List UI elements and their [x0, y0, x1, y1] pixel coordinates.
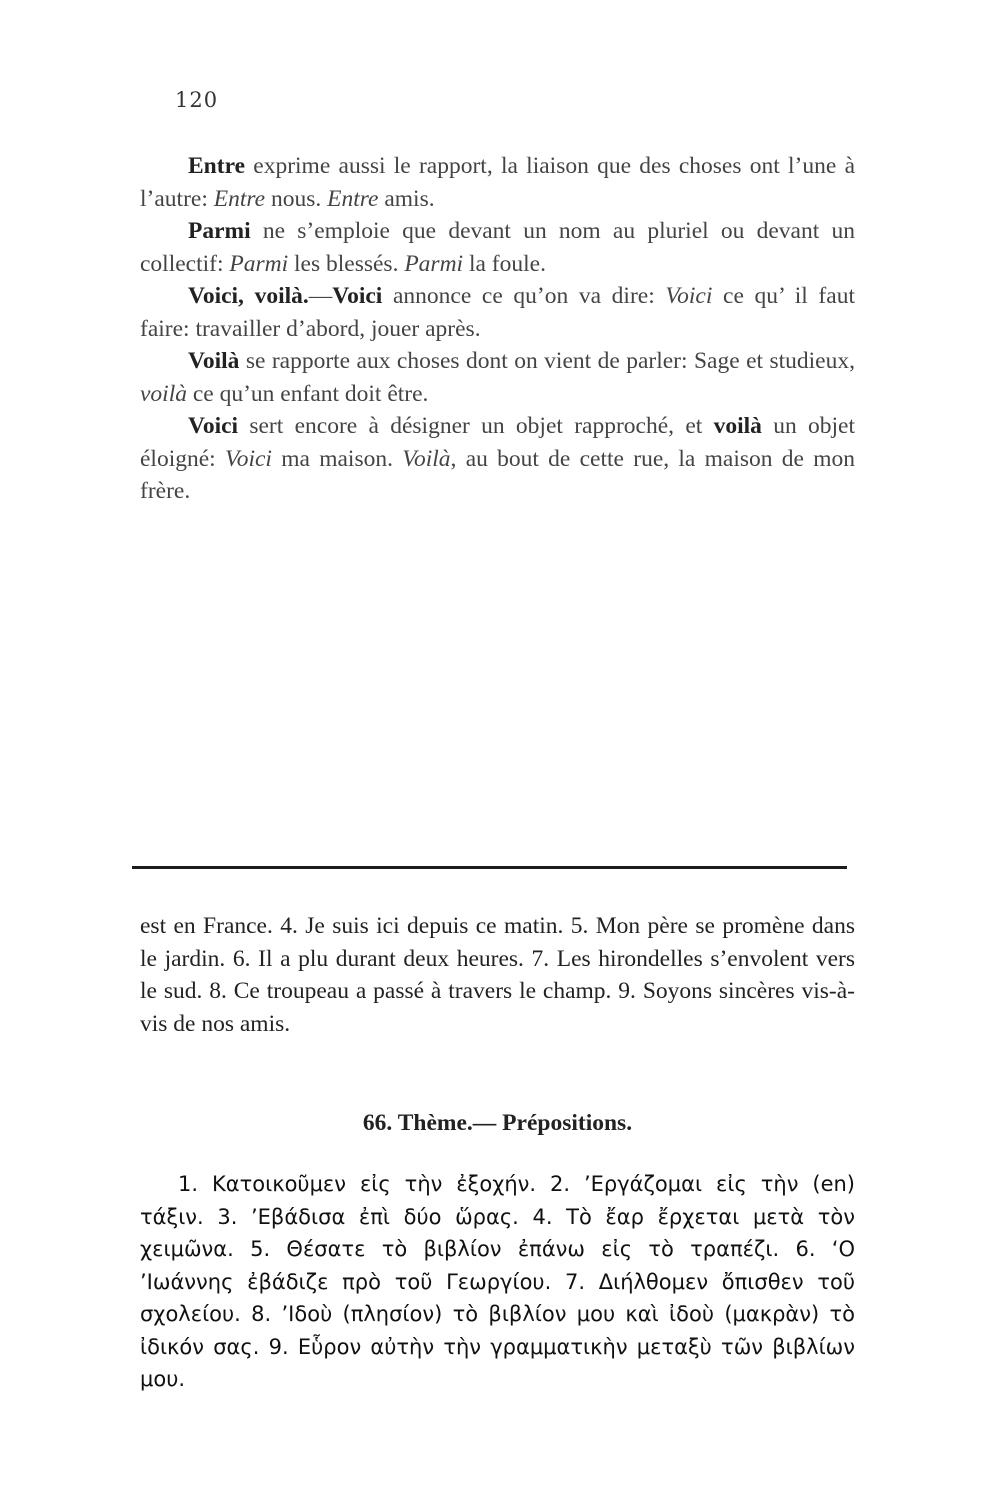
term-parmi: Parmi — [188, 218, 251, 244]
greek-text: 1. Κατοικοῦμεν εἰς τὴν ἐξοχήν. 2. ’Εργάζομαι εἰς τὴν (en) τάξιν. 3. ’Εβάδισα ἐπὶ δύο ὥρας. 4. Τὸ ἔαρ ἔρχεται μετὰ τὸν χειμῶνα. 5. Θέσατε τὸ βιβλίον ἐπάνω εἰς τὸ τραπέζι. 6. ‘Ο ’Ιωάννης ἐβάδιζε πρὸ τοῦ Γεωργίου. 7. Διήλθομεν ὄπισθεν τοῦ σχολείου. 8. ’Ιδοὺ (πλησίον) τὸ βιβλίον μου καὶ ἰδοὺ (μακρὰν) τὸ ἰδικόν σας. 9. Εὗρον αὐτὴν τὴν γραμματικὴν μεταξὺ τῶν βιβλίων μου. — [140, 1172, 855, 1391]
theme-exercise — [140, 1168, 855, 1396]
paragraph-voila — [140, 345, 855, 410]
example: Parmi — [404, 250, 464, 277]
example: Entre — [327, 185, 379, 212]
dash: — — [308, 283, 333, 309]
text: un objet éloigné: — [140, 413, 855, 472]
text: sert encore à désigner un objet rapproché, et — [238, 413, 714, 439]
term-entre: Entre — [188, 153, 246, 179]
paragraph-entre — [140, 150, 855, 215]
section-divider — [132, 866, 847, 869]
term-voila: Voilà — [188, 348, 240, 374]
exercise-continuation — [140, 910, 855, 1040]
prepositions-notes — [140, 150, 855, 508]
example: Voici — [224, 445, 272, 472]
theme-heading: 66. Thème.— Prépositions. — [362, 1110, 633, 1136]
text: nous. — [265, 185, 328, 212]
text: , au bout de cette rue, la maison de mon frère. — [140, 445, 855, 504]
text: ma maison. — [271, 445, 403, 472]
term-voila: voilà — [713, 413, 762, 439]
text: la foule. — [463, 250, 546, 277]
text: ce qu’ il faut faire: travailler d’abord, jouer après. — [140, 283, 855, 342]
term-voici: Voici — [188, 413, 239, 439]
example: Parmi — [229, 250, 289, 277]
example: Voici — [665, 283, 713, 309]
text: se rapporte aux choses dont on vient de parler: Sage et studieux, — [239, 348, 855, 374]
term-voici-voila: Voici, voilà. — [188, 283, 309, 309]
text: exprime aussi le rapport, la liaison que des choses ont l’une à l’autre: — [140, 153, 855, 212]
exercise-text: est en France. 4. Je suis ici depuis ce matin. 5. Mon père se promène dans le jardin. 6. Il a plu durant deux heures. 7. Les hirondelles s’envolent vers le sud. 8. Ce troupeau a passé à travers le champ. 9. Soyons sincères vis-à-vis de nos amis. — [140, 913, 855, 1037]
text: amis. — [378, 185, 435, 212]
paragraph-voici-voila — [140, 280, 855, 345]
text: annonce ce qu’on va dire: — [382, 283, 666, 309]
example: voilà — [140, 380, 187, 407]
paragraph-voici-encore — [140, 410, 855, 508]
example: Entre — [213, 185, 266, 212]
paragraph-parmi — [140, 215, 855, 280]
text: ne s’emploie que devant un nom au pluriel ou devant un collectif: — [140, 218, 855, 277]
example: Voilà — [402, 445, 451, 472]
text: ce qu’un enfant doit être. — [187, 380, 429, 407]
term-voici: Voici — [332, 283, 383, 309]
text: les blessés. — [288, 250, 405, 277]
page-number: 120 — [175, 88, 219, 112]
